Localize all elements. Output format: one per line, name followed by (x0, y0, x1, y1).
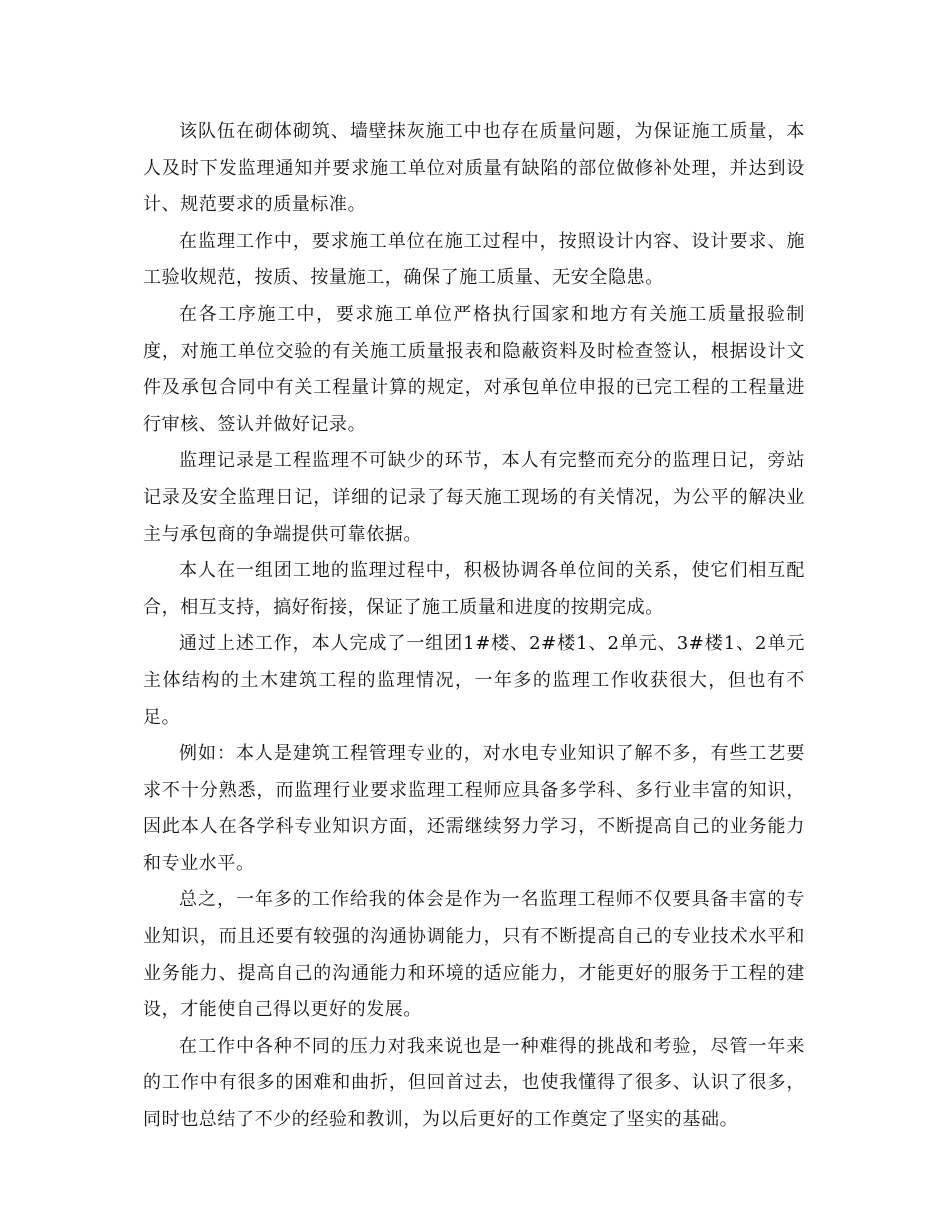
paragraph: 本人在一组团工地的监理过程中，积极协调各单位间的关系，使它们相互配合，相互支持，搞好衔接，保证了施工质量和进度的按期完成。 (143, 560, 805, 618)
paragraph: 监理记录是工程监理不可缺少的环节，本人有完整而充分的监理日记，旁站记录及安全监理日记，详细的记录了每天施工现场的有关情况，为公平的解决业主与承包商的争端提供可靠依据。 (143, 450, 805, 545)
paragraph: 例如：本人是建筑工程管理专业的，对水电专业知识了解不多，有些工艺要求不十分熟悉，而监理行业要求监理工程师应具备多学科、多行业丰富的知识，因此本人在各学科专业知识方面，还需继续努力学习，不断提高自己的业务能力和专业水平。 (143, 743, 805, 874)
paragraph: 总之，一年多的工作给我的体会是作为一名监理工程师不仅要具备丰富的专业知识，而且还要有较强的沟通协调能力，只有不断提高自己的专业技术水平和业务能力、提高自己的沟通能力和环境的适应能力，才能更好的服务于工程的建设，才能使自己得以更好的发展。 (143, 889, 805, 1021)
paragraph: 该队伍在砌体砌筑、墙壁抹灰施工中也存在质量问题，为保证施工质量，本人及时下发监理通知并要求施工单位对质量有缺陷的部位做修补处理，并达到设计、规范要求的质量标准。 (143, 121, 805, 216)
paragraph: 通过上述工作，本人完成了一组团1#楼、2#楼1、2单元、3#楼1、2单元主体结构的土木建筑工程的监理情况，一年多的监理工作收获很大，但也有不足。 (143, 633, 805, 728)
paragraph: 在监理工作中，要求施工单位在施工过程中，按照设计内容、设计要求、施工验收规范，按质、按量施工，确保了施工质量、无安全隐患。 (143, 230, 805, 289)
paragraph: 在各工序施工中，要求施工单位严格执行国家和地方有关施工质量报验制度，对施工单位交验的有关施工质量报表和隐蔽资料及时检查签认，根据设计文件及承包合同中有关工程量计算的规定，对承包单位申报的已完工程的工程量进行审核、签认并做好记录。 (143, 303, 805, 435)
document-body (143, 114, 805, 1139)
paragraph: 在工作中各种不同的压力对我来说也是一种难得的挑战和考验，尽管一年来的工作中有很多的困难和曲折，但回首过去，也使我懂得了很多、认识了很多，同时也总结了不少的经验和教训，为以后更好的工作奠定了坚实的基础。 (143, 1035, 805, 1131)
